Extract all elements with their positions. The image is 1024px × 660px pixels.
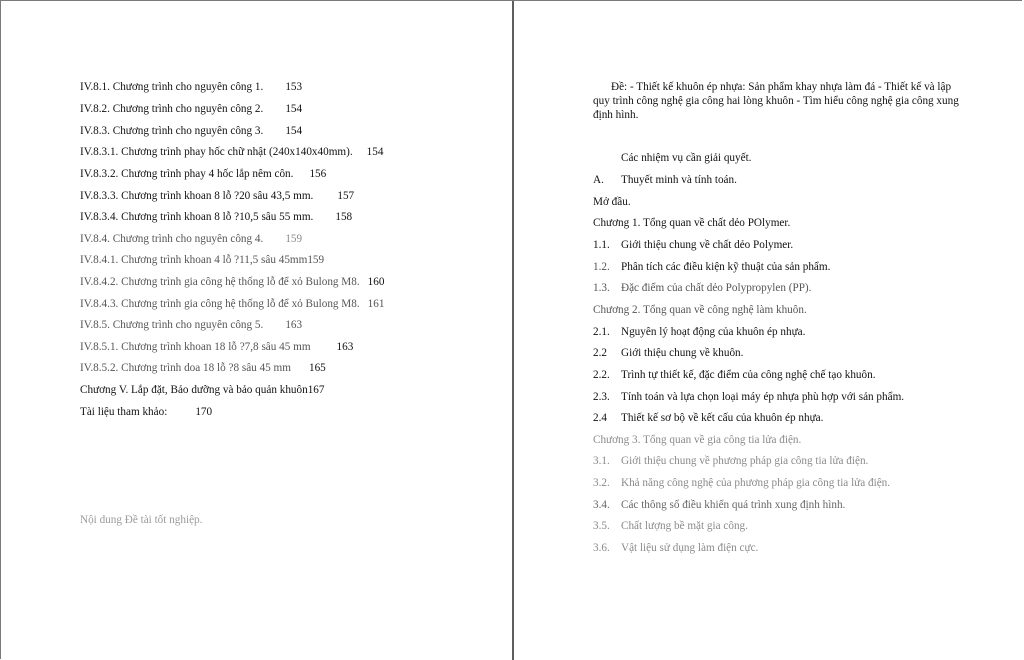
item-label: Trình tự thiết kế, đặc điểm của công nghệ chế tạo khuôn. [621,369,876,381]
item-label: Giới thiệu chung về khuôn. [621,347,744,359]
section-number: A. [593,174,604,186]
toc-entry-page: 153 [285,81,303,93]
item-number: 2.3. [593,391,610,403]
page-left [1,1,512,660]
toc-entry-label: Chương V. Lắp đặt, Bảo dưỡng và bảo quản khuôn [80,384,308,396]
item-label: Tính toán và lựa chọn loại máy ép nhựa phù hợp với sản phẩm. [621,391,905,403]
toc-entry-page: 161 [367,298,385,310]
intro-heading: Mở đầu. [593,196,631,208]
toc-entry[interactable] [80,102,302,116]
chapter-item [593,325,805,339]
chapter-2-heading: Chương 2. Tổng quan về công nghệ làm khuôn. [593,304,807,316]
toc-entry-page: 163 [285,319,303,331]
toc-entry-label: IV.8.4.1. Chương trình khoan 4 lỗ ?11,5 sâu 45mm [80,254,308,266]
item-number: 3.1. [593,455,610,467]
chapter-item [593,454,868,468]
toc-entry-page: 158 [335,211,353,223]
chapter-1-heading: Chương 1. Tổng quan về chất dẻo POlymer. [593,217,791,229]
chapter-item [593,390,904,404]
topic-line-2: quy trình công nghệ gia công hai lòng khuôn - Tìm hiểu công nghệ gia công xung [593,95,959,107]
item-number: 1.3. [593,282,610,294]
topic-line-1: Đề: - Thiết kế khuôn ép nhựa: Sản phẩm khay nhựa làm đá - Thiết kế và lập [611,81,952,93]
toc-entry-page: 157 [337,190,355,202]
toc-entry-label: IV.8.3.2. Chương trình phay 4 hốc lắp nêm côn. [80,168,294,180]
toc-entry-label: IV.8.3.3. Chương trình khoan 8 lỗ ?20 sâu 43,5 mm. [80,190,314,202]
item-number: 2.2. [593,369,610,381]
toc-entry-page: 159 [285,233,303,245]
chapter-item [593,519,748,533]
item-label: Phân tích các điều kiện kỹ thuật của sản phẩm. [621,261,831,273]
toc-entry[interactable] [80,80,302,94]
thesis-content-heading: Nội dung Đề tài tốt nghiệp. [80,514,203,526]
toc-entry[interactable] [80,232,302,246]
chapter-item [593,541,758,555]
tasks-heading: Các nhiệm vụ cần giải quyết. [621,152,752,164]
toc-entry-label: IV.8.5.1. Chương trình khoan 18 lỗ ?7,8 sâu 45 mm [80,341,311,353]
chapter-item [593,498,845,512]
item-number: 2.2 [593,347,607,359]
toc-entry-label: IV.8.4.2. Chương trình gia công hệ thống lỗ để xỏ Bulong M8. [80,276,360,288]
toc-entry-page: 159 [307,254,325,266]
item-number: 2.1. [593,326,610,338]
toc-entry-page: 154 [366,146,384,158]
toc-entry-label: IV.8.5.2. Chương trình doa 18 lỗ ?8 sâu 45 mm [80,362,291,374]
chapter-item [593,476,890,490]
toc-entry-page: 154 [285,103,303,115]
item-number: 3.5. [593,520,610,532]
item-label: Vật liệu sử dụng làm điện cực. [621,542,759,554]
toc-entry-page: 165 [308,362,326,374]
toc-entry[interactable] [80,253,324,267]
item-label: Chất lượng bề mặt gia công. [621,520,748,532]
toc-entry[interactable] [80,275,384,289]
item-label: Giới thiệu chung về phương pháp gia công tia lửa điện. [621,455,869,467]
item-label: Thiết kế sơ bộ về kết cấu của khuôn ép nhựa. [621,412,824,424]
chapter-3-heading: Chương 3. Tổng quan về gia công tia lửa điện. [593,434,802,446]
topic-line-3: định hình. [593,109,639,121]
toc-entry-label: IV.8.5. Chương trình cho nguyên công 5. [80,319,264,331]
chapter-item [593,368,876,382]
item-label: Giới thiệu chung về chất dẻo Polymer. [621,239,794,251]
item-label: Nguyên lý hoạt động của khuôn ép nhựa. [621,326,806,338]
section-label: Thuyết minh và tính toán. [621,174,737,186]
toc-entry-page: 163 [336,341,354,353]
toc-entry-label: IV.8.3. Chương trình cho nguyên công 3. [80,125,264,137]
toc-entry[interactable] [80,383,324,397]
toc-entry[interactable] [80,340,353,354]
item-number: 3.2. [593,477,610,489]
toc-entry[interactable] [80,145,383,159]
item-label: Đặc điểm của chất dẻo Polypropylen (PP). [621,282,812,294]
toc-entry-label: IV.8.1. Chương trình cho nguyên công 1. [80,81,264,93]
toc-entry-page: 154 [285,125,303,137]
item-number: 1.1. [593,239,610,251]
chapter-item [593,346,743,360]
item-number: 3.6. [593,542,610,554]
toc-entry-label: IV.8.3.4. Chương trình khoan 8 lỗ ?10,5 sâu 55 mm. [80,211,314,223]
item-number: 1.2. [593,261,610,273]
toc-entry-label: Tài liệu tham khảo: [80,406,168,418]
item-label: Khả năng công nghệ của phương pháp gia công tia lửa điện. [621,477,891,489]
page-right [515,1,1023,660]
toc-entry-label: IV.8.4.3. Chương trình gia công hệ thống lỗ để xỏ Bulong M8. [80,298,360,310]
chapter-item [593,260,830,274]
toc-entry-page: 160 [367,276,385,288]
toc-entry-page: 156 [309,168,327,180]
toc-entry-label: IV.8.3.1. Chương trình phay hốc chữ nhật (240x140x40mm). [80,146,353,158]
toc-entry-label: IV.8.2. Chương trình cho nguyên công 2. [80,103,264,115]
toc-entry[interactable] [80,210,352,224]
toc-entry-page: 170 [195,406,213,418]
section-a [593,173,737,187]
item-label: Các thông số điều khiển quá trình xung định hình. [621,499,846,511]
toc-entry[interactable] [80,405,212,419]
chapter-item [593,281,811,295]
toc-entry-label: IV.8.4. Chương trình cho nguyên công 4. [80,233,264,245]
toc-entry[interactable] [80,318,302,332]
toc-entry[interactable] [80,167,326,181]
chapter-item [593,411,823,425]
chapter-item [593,238,793,252]
page-divider [512,1,514,660]
toc-entry[interactable] [80,297,384,311]
toc-entry[interactable] [80,189,354,203]
toc-entry[interactable] [80,124,302,138]
item-number: 2.4 [593,412,607,424]
toc-entry-page: 167 [307,384,325,396]
toc-entry[interactable] [80,361,326,375]
item-number: 3.4. [593,499,610,511]
